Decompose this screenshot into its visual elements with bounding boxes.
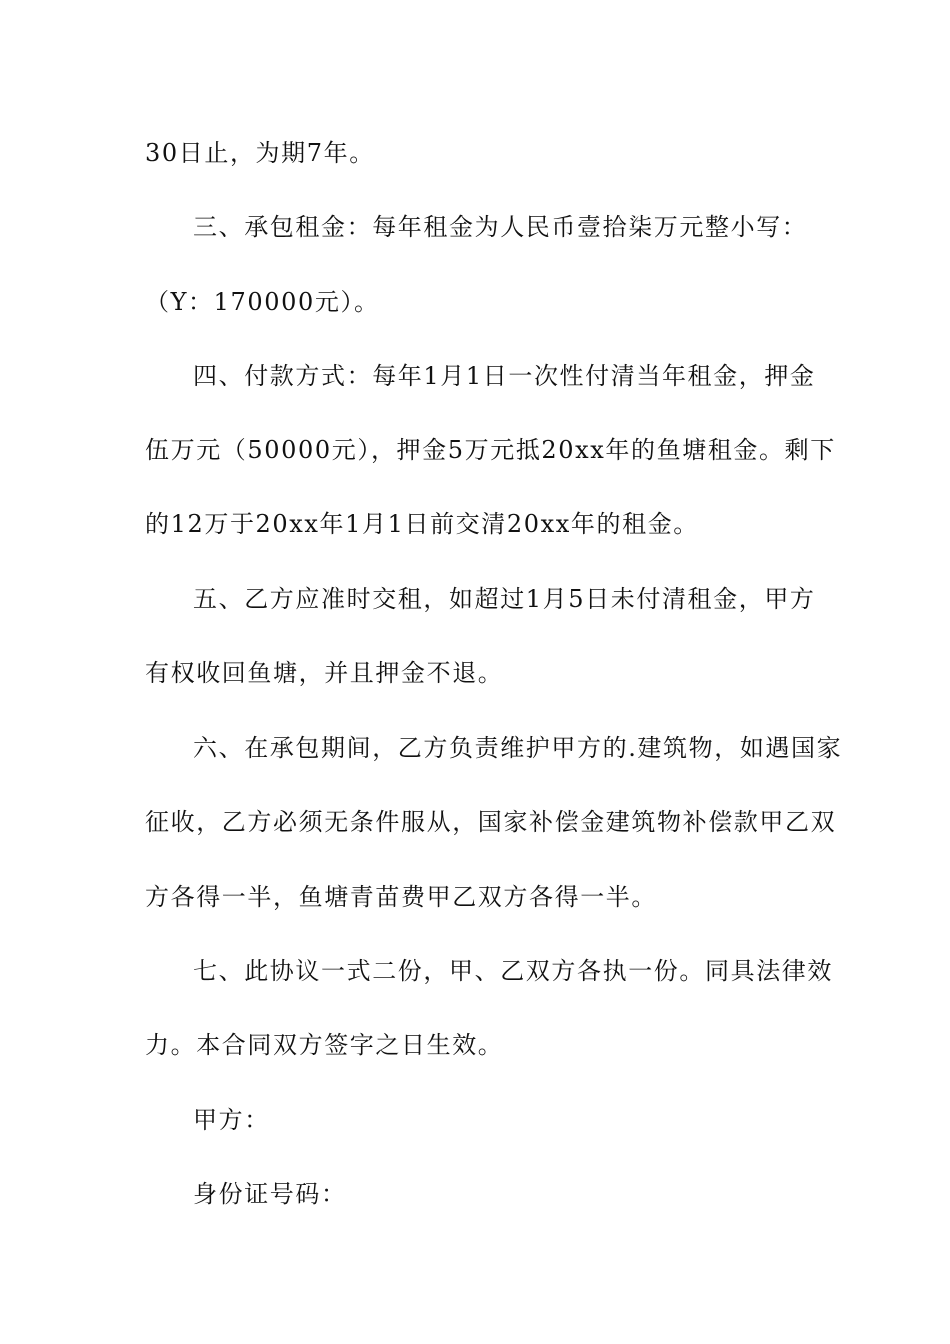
text-line: 征收，乙方必须无条件服从，国家补偿金建筑物补偿款甲乙双 [145, 808, 837, 836]
text-line: 三、承包租金：每年租金为人民币壹拾柒万元整小写： [193, 213, 808, 241]
text-line: 六、在承包期间，乙方负责维护甲方的.建筑物，如遇国家 [193, 734, 843, 762]
text-line: （Y：170000元）。 [145, 288, 380, 316]
text-line: 的12万于20xx年1月1日前交清20xx年的租金。 [145, 510, 699, 538]
text-line: 力。本合同双方签字之日生效。 [145, 1031, 504, 1059]
text-line: 30日止，为期7年。 [145, 139, 375, 167]
text-line: 四、付款方式：每年1月1日一次性付清当年租金，押金 [193, 362, 816, 390]
text-line: 有权收回鱼塘，并且押金不退。 [145, 659, 504, 687]
party-a-label: 甲方： [193, 1106, 270, 1134]
id-number-label: 身份证号码： [193, 1180, 347, 1208]
text-line: 七、此协议一式二份，甲、乙双方各执一份。同具法律效 [193, 957, 833, 985]
text-line: 方各得一半，鱼塘青苗费甲乙双方各得一半。 [145, 883, 657, 911]
text-line: 伍万元（50000元），押金5万元抵20xx年的鱼塘租金。剩下 [145, 436, 836, 464]
text-line: 五、乙方应准时交租，如超过1月5日未付清租金，甲方 [193, 585, 816, 613]
